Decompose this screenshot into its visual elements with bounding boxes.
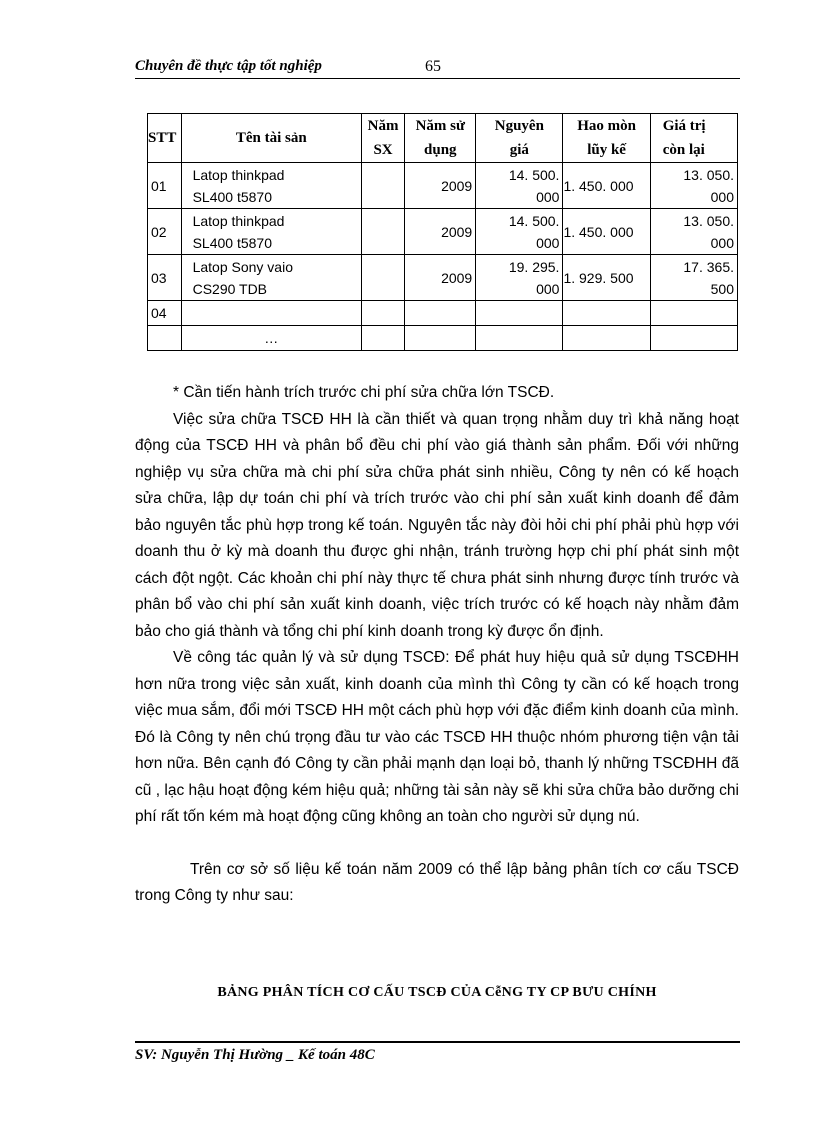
cell-cost: 14. 500. 000	[476, 209, 563, 255]
page-number: 65	[425, 58, 441, 75]
header-depreciation: Hao mòn lũy kế	[563, 114, 650, 163]
cell-year-made	[361, 163, 405, 209]
header-year-used: Năm sử dụng	[405, 114, 476, 163]
paragraph-management: Về công tác quản lý và sử dụng TSCĐ: Để phát huy hiệu quả sử dụng TSCĐHH hơn nữa trong việc sản xuất, kinh doanh của mình thì Công ty cần có kế hoạch trong việc mua sắm, đổi mới TSCĐ HH một cách phù hợp với đặc điểm kinh doanh của mình. Đó là Công ty nên chú trọng đầu tư vào các TSCĐ HH thuộc nhóm phương tiện vận tải hơn nữa. Bên cạnh đó Công ty cần phải mạnh dạn loại bỏ, thanh lý những TSCĐHH đã cũ , lạc hậu hoạt động kém hiệu quả; những tài sản này sẽ khi sửa chữa bảo dưỡng chi phí rất tốn kém mà hoạt động cũng không an toàn cho người sử dụng nú.	[135, 649, 739, 825]
table-row	[148, 209, 738, 255]
footer-student: SV: Nguyễn Thị Hường _ Kế toán 48C	[135, 1047, 375, 1063]
cell-cost: 19. 295. 000	[476, 255, 563, 301]
cell-year-made	[361, 209, 405, 255]
cell-depreciation: 1. 450. 000	[563, 163, 650, 209]
paragraph-intro: Trên cơ sở số liệu kế toán năm 2009 có thể lập bảng phân tích cơ cấu TSCĐ trong Công ty như sau:	[135, 860, 739, 904]
table-row	[148, 255, 738, 301]
paragraph-note: * Cần tiến hành trích trước chi phí sửa chữa lớn TSCĐ.	[173, 384, 555, 401]
body-text	[135, 380, 739, 910]
cell-stt: 02	[148, 209, 182, 255]
table-row	[148, 301, 738, 326]
header-stt: STT	[148, 114, 182, 163]
paragraph-repair: Việc sửa chữa TSCĐ HH là cần thiết và quan trọng nhằm duy trì khả năng hoạt động của TSCĐ HH và phân bổ đều chi phí vào giá thành sản phẩm. Đối với những nghiệp vụ sửa chữa mà chi phí sửa chữa phát sinh nhiều, Công ty nên có kế hoạch sửa chữa, lập dự toán chi phí và trích trước vào chi phí sản xuất kinh doanh để đảm bảo nguyên tắc phù hợp trong kế toán. Nguyên tắc này đòi hỏi chi phí phải phù hợp với doanh thu ở kỳ mà doanh thu được ghi nhận, tránh trường hợp chi phí phát sinh một cách đột ngột. Các khoản chi phí này thực tế chưa phát sinh nhưng được tính trước và phân bổ vào chi phí sản xuất kinh doanh, việc trích trước có kế hoạch này nhằm đảm bảo cho giá thành và tổng chi phí kinh doanh trong kỳ được ổn định.	[135, 410, 739, 640]
table-header-row	[148, 114, 738, 163]
cell-year-used: 2009	[405, 255, 476, 301]
cell-cost: 14. 500. 000	[476, 163, 563, 209]
header-remaining-value: Giá trị còn lại	[650, 114, 737, 163]
cell-depreciation: 1. 450. 000	[563, 209, 650, 255]
cell-asset-name: Latop thinkpad SL400 t5870	[181, 163, 361, 209]
table-caption: BẢNG PHÂN TÍCH CƠ CẤU TSCĐ CỦA CễNG TY CP BƯU CHÍNH	[217, 985, 657, 1000]
cell-stt: 03	[148, 255, 182, 301]
table-row	[148, 163, 738, 209]
cell-remaining-value: 17. 365. 500	[650, 255, 737, 301]
cell-stt: 04	[148, 301, 182, 326]
cell-year-made	[361, 255, 405, 301]
cell-depreciation: 1. 929. 500	[563, 255, 650, 301]
header-divider	[135, 78, 740, 79]
cell-year-used: 2009	[405, 209, 476, 255]
cell-asset-name: Latop Sony vaio CS290 TDB	[181, 255, 361, 301]
cell-ellipsis: …	[181, 326, 361, 351]
table-row	[148, 326, 738, 351]
cell-year-used: 2009	[405, 163, 476, 209]
cell-stt: 01	[148, 163, 182, 209]
cell-remaining-value: 13. 050. 000	[650, 163, 737, 209]
asset-table	[147, 113, 738, 351]
header-asset-name: Tên tài sản	[181, 114, 361, 163]
header-title: Chuyên đề thực tập tốt nghiệp	[135, 58, 322, 74]
page-header	[135, 58, 740, 78]
cell-asset-name	[181, 301, 361, 326]
header-cost: Nguyên giá	[476, 114, 563, 163]
header-year-made: Năm SX	[361, 114, 405, 163]
cell-remaining-value: 13. 050. 000	[650, 209, 737, 255]
cell-asset-name: Latop thinkpad SL400 t5870	[181, 209, 361, 255]
footer-divider	[135, 1041, 740, 1043]
